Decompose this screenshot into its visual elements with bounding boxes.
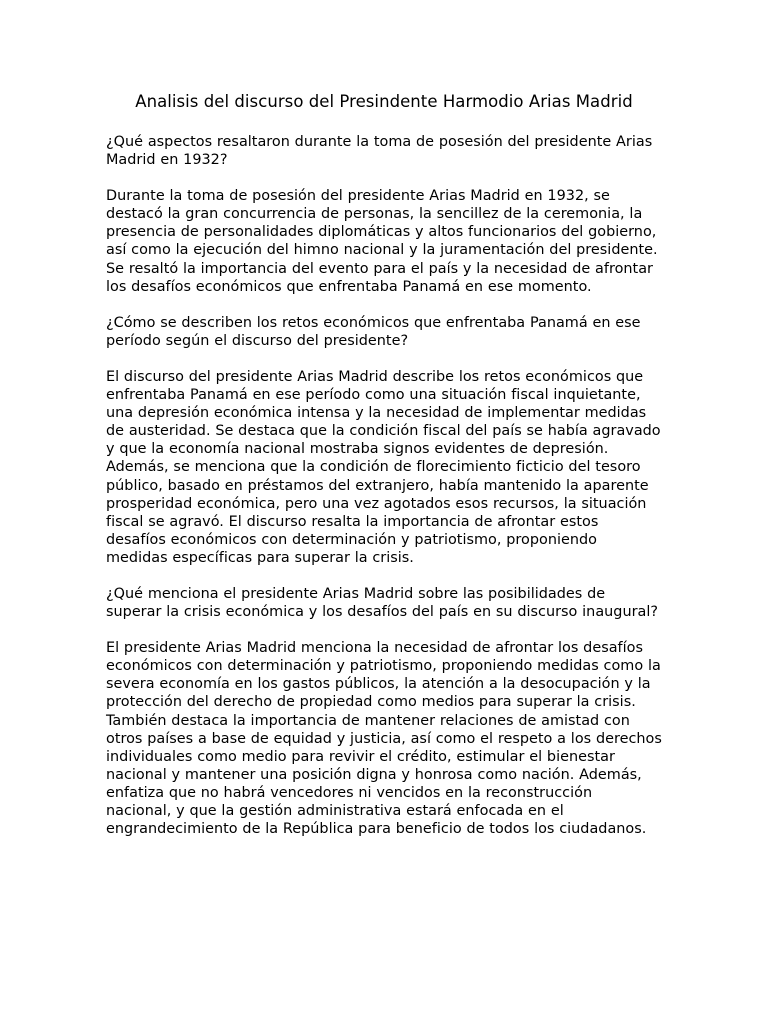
question-3: ¿Qué menciona el presidente Arias Madrid sobre las posibilidades de superar la crisis económica y los desafíos del país en su discurso inaugural? (106, 585, 659, 621)
answer-1: Durante la toma de posesión del presidente Arias Madrid en 1932, se destacó la gran concurrencia de personas, la sencillez de la ceremonia, la presencia de personalidades diplomáticas y altos funcionarios del gobierno, así como la ejecución del himno nacional y la juramentación del presidente. Se resaltó la importancia del evento para el país y la necesidad de afrontar los desafíos económicos que enfrentaba Panamá en ese momento. (106, 188, 658, 295)
document-title: Analisis del discurso del Presindente Harmodio Arias Madrid (135, 92, 633, 111)
answer-3: El presidente Arias Madrid menciona la necesidad de afrontar los desafíos económicos con determinación y patriotismo, proponiendo medidas como la severa economía en los gastos públicos, la atención a la desocupación y la protección del derecho de propiedad como medios para superar la crisis. También destaca la importancia de mantener relaciones de amistad con otros países a base de equidad y justicia, así como el respeto a los derechos individuales como medio para revivir el crédito, estimular el bienestar nacional y mantener una posición digna y honrosa como nación. Además, enfatiza que no habrá vencedores ni vencidos en la reconstrucción nacional, y que la gestión administrativa estará enfocada en el engrandecimiento de la República para beneficio de todos los ciudadanos. (106, 640, 662, 838)
question-1: ¿Qué aspectos resaltaron durante la toma de posesión del presidente Arias Madrid en 1932? (106, 134, 653, 169)
question-2: ¿Cómo se describen los retos económicos que enfrentaba Panamá en ese período según el discurso del presidente? (106, 314, 641, 349)
answer-2: El discurso del presidente Arias Madrid describe los retos económicos que enfrentaba Panamá en ese período como una situación fiscal inquietante, una depresión económica intensa y la necesidad de implementar medidas de austeridad. Se destaca que la condición fiscal del país se había agravado y que la economía nacional mostraba signos evidentes de depresión. Además, se menciona que la condición de florecimiento ficticio del tesoro público, basado en préstamos del extranjero, había mantenido la aparente prosperidad económica, pero una vez agotados esos recursos, la situación fiscal se agravó. El discurso resalta la importancia de afrontar estos desafíos económicos con determinación y patriotismo, proponiendo medidas específicas para superar la crisis. (106, 368, 661, 566)
